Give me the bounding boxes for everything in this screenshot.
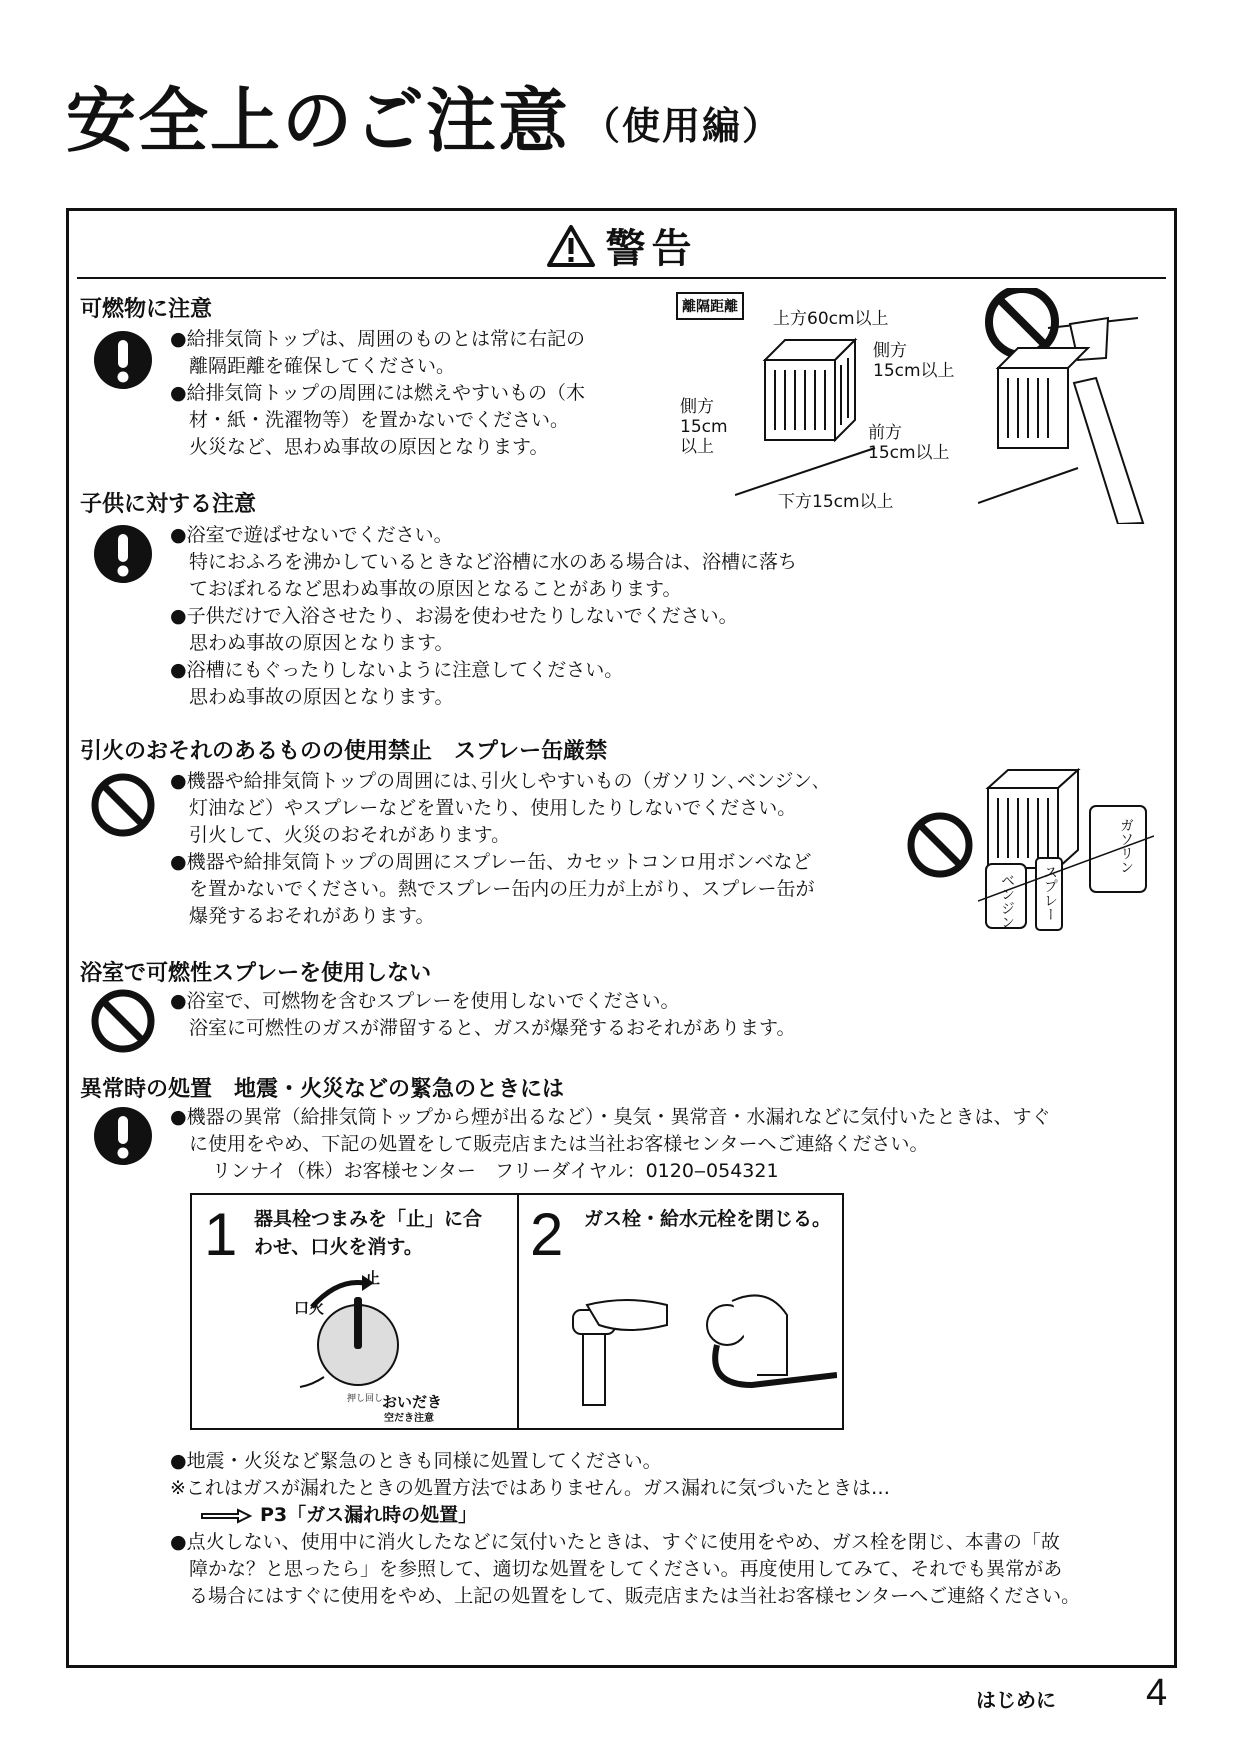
body-line: ●子供だけで入浴させたり、お湯を使わせたりしないでください。 [170,605,738,627]
clearance-side-left-suffix: 以上 [680,437,714,457]
body-line: 灯油など）やスプレーなどを置いたり、使用したりしないでください。 [189,797,797,819]
valve-closing-illustration [537,1265,837,1415]
clearance-side-left-value: 15cm [680,417,728,437]
section-body-emergency [170,1104,1051,1185]
clearance-tag: 離隔距離 [676,292,744,320]
section-body-combustibles [170,326,585,461]
prohibited-icon [905,810,975,880]
body-line: 障かな？と思ったら」を参照して、適切な処置をしてください。再度使用してみて、それでも異常があ [189,1558,1063,1580]
prohibited-icon [90,772,156,838]
knob-stop-label: 止 [365,1269,381,1287]
body-line: 爆発するおそれがあります。 [189,905,435,927]
body-line: ●浴室で遊ばせないでください。 [170,524,453,546]
section-body-children [170,522,797,711]
warning-header [69,217,1174,277]
vent-terminal-illustration [735,330,885,500]
laundry-near-vent-illustration [978,288,1150,524]
body-line: 特におふろを沸かしているときなど浴槽に水のある場合は、浴槽に落ち [189,551,798,573]
footer-section-label: はじめに [976,1688,1056,1712]
step-2-text: ガス栓・給水元栓を閉じる。 [584,1208,832,1230]
body-line: ●地震・火災など緊急のときも同様に処置してください。 [170,1450,662,1472]
pointing-hand-icon [200,1506,254,1526]
section-title-flammables: 引火のおそれのあるものの使用禁止 スプレー缶厳禁 [80,739,608,764]
section-body-emergency-after [170,1448,1080,1610]
body-line: 離隔距離を確保してください。 [189,355,456,377]
knob-pilot-label: 口火 [294,1299,325,1317]
body-line: ●機器の異常（給排気筒トップから煙が出るなど）・臭気・異常音・水漏れなどに気付いたときは、すぐ [170,1106,1051,1128]
step-1-text-2: わせ、口火を消す。 [254,1236,423,1258]
section-title-combustibles: 可燃物に注意 [80,297,213,322]
clearance-front-value: 15cm以上 [868,443,950,463]
reference-line: P3「ガス漏れ時の処置」 [170,1502,1080,1529]
section-title-bath-spray: 浴室で可燃性スプレーを使用しない [80,961,432,986]
knob-press-label: 押し回し [347,1394,384,1404]
clearance-front: 前方 [868,423,902,443]
mandatory-icon [93,524,153,584]
warning-label: 警告 [605,226,698,272]
clearance-side-right: 側方 [873,341,907,361]
body-line: ●点火しない、使用中に消火したなどに気付いたときは、すぐに使用をやめ、ガス栓を閉じ、本書の「故 [170,1531,1060,1553]
body-line: ●浴槽にもぐったりしないように注意してください。 [170,659,624,681]
body-line: 引火して、火災のおそれがあります。 [189,824,511,846]
customer-center-line: リンナイ（株）お客様センター フリーダイヤル：0120‒054321 [212,1160,779,1182]
page-title: 安全上のご注意 （使用編） [66,80,783,162]
prohibited-icon [90,988,156,1054]
clearance-top: 上方60cm以上 [773,309,889,329]
clearance-side-right-value: 15cm以上 [873,361,955,381]
section-title-emergency: 異常時の処置 地震・火災などの緊急のときには [80,1077,565,1102]
knob-oidaki-label: おいだき [382,1393,443,1411]
mandatory-icon [93,1106,153,1166]
bottle-label-benzine: ベンジン [999,873,1015,929]
clearance-side-left: 側方 [680,397,714,417]
section-body-bath-spray [170,988,795,1042]
body-line: ※これはガスが漏れたときの処置方法ではありません。ガス漏れに気づいたときは… [170,1477,891,1499]
body-line: 思わぬ事故の原因となります。 [189,632,454,654]
step-1-text: 器具栓つまみを「止」に合 [254,1208,483,1230]
body-line: ておぼれるなど思わぬ事故の原因となることがあります。 [189,578,682,600]
mandatory-icon [93,330,153,390]
body-line: る場合にはすぐに使用をやめ、上記の処置をして、販売店または当社お客様センターへご連絡ください。 [189,1585,1081,1607]
body-line: 火災など、思わぬ事故の原因となります。 [189,436,549,458]
section-title-children: 子供に対する注意 [80,492,257,517]
body-line: 材・紙・洗濯物等）を置かないでください。 [189,409,570,431]
bottle-label-spray: スプレー [1042,865,1058,921]
body-line: ●機器や給排気筒トップの周囲にスプレー缶、カセットコンロ用ボンベなど [170,851,812,873]
body-line: ●機器や給排気筒トップの周囲には､引火しやすいもの（ガソリン､ベンジン､ [170,770,822,792]
body-line: ●給排気筒トップは、周囲のものとは常に右記の [170,328,586,350]
knob-empty-label: 空だき注意 [384,1413,434,1424]
emergency-steps-box [190,1193,844,1430]
body-line: に使用をやめ、下記の処置をして販売店または当社お客様センターへご連絡ください。 [189,1133,929,1155]
page-number: 4 [1146,1672,1168,1714]
page-subtitle: （使用編） [582,103,783,148]
body-line: 浴室に可燃性のガスが滞留すると、ガスが爆発するおそれがあります。 [189,1017,796,1039]
bottle-label-gasoline: ガソリン [1118,818,1134,874]
step-2-number: 2 [530,1201,564,1268]
warning-triangle-icon [546,224,596,268]
step-1-number: 1 [204,1201,238,1268]
steps-divider [517,1195,519,1428]
clearance-bottom: 下方15cm以上 [778,492,894,512]
body-line: 思わぬ事故の原因となります。 [189,686,454,708]
header-divider [77,277,1166,279]
body-line: ●給排気筒トップの周囲には燃えやすいもの（木 [170,382,586,404]
body-line: を置かないでください。熱でスプレー缶内の圧力が上がり、スプレー缶が [189,878,815,900]
section-body-flammables [170,768,822,930]
body-line: ●浴室で、可燃物を含むスプレーを使用しないでください。 [170,990,680,1012]
